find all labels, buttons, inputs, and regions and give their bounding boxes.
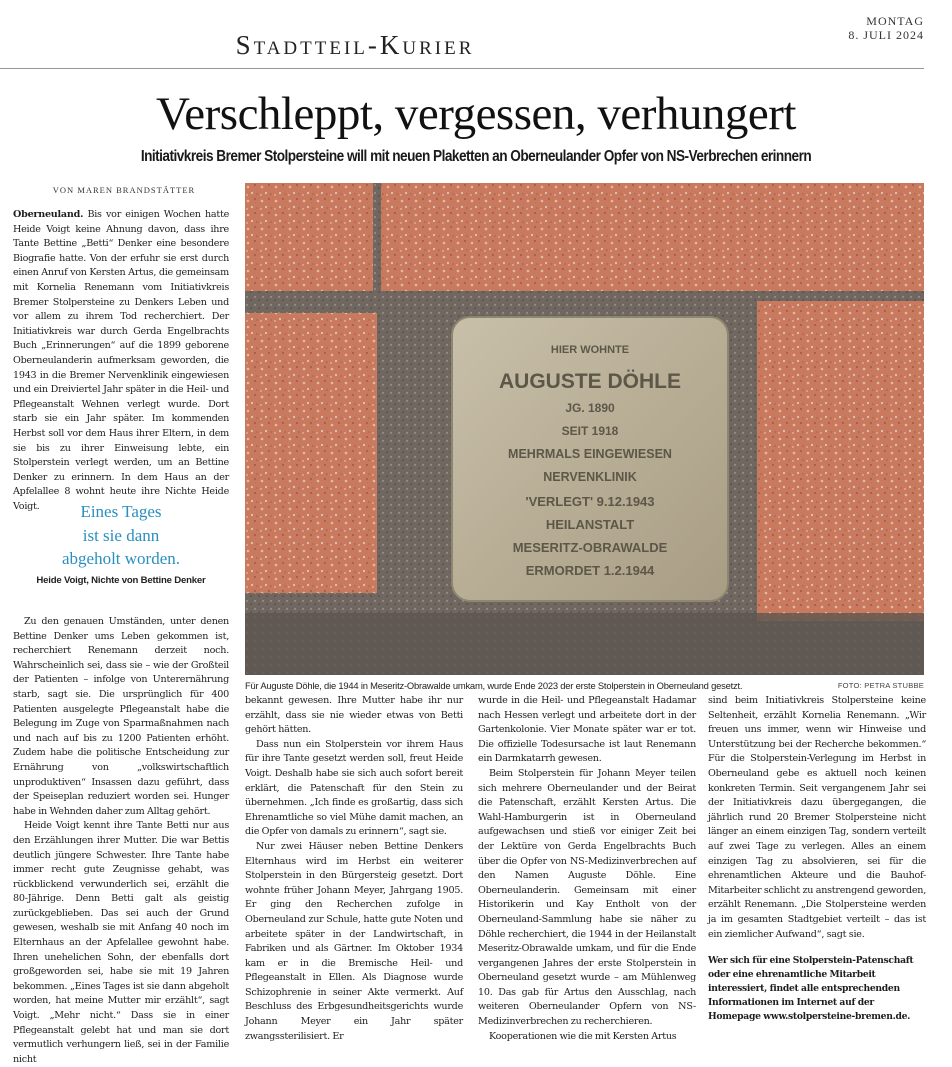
pull-quote-text: [13, 500, 229, 571]
plaque-line: NERVENKLINIK: [543, 470, 637, 484]
photo-caption-text: Für Auguste Döhle, die 1944 in Meseritz-Obrawalde umkam, wurde Ende 2023 der erste Stolperstein in Oberneuland gesetzt.: [245, 680, 743, 691]
body-paragraph: bekannt gewesen. Ihre Mutter habe ihr nur erzählt, dass sie nie wieder etwas von Betti gehört hätten.: [245, 695, 463, 736]
lead-paragraph: [13, 208, 229, 514]
body-paragraph: sind beim Initiativkreis Stolpersteine keine Seltenheit, erzählt Kornelia Renemann. „Wir freuen uns immer, wenn wir Hinweise und Unterstützung bei der Recherche bekommen.“ Für die Stolperstein-Verlegung im Herbst in Oberneuland gebe es aktuell noch keinen konkreten Termin. Seit vergangenem Jahr sei der Initiativkreis dazu übergegangen, die jährlich rund 20 Bremer Stolpersteine nicht länger an einem einzigen Tag, sondern verteilt auf zwei Tage zu verlegen. Alles an einem einzigen Tag zu absolvieren, sei für die ehrenamtlichen Akteure und die Bauhof-Mitarbeiter schlicht zu anstrengend geworden, erzählt Renemann. „Die Stolpersteine werden ja im gesamten Stadtgebiet verteilt – das ist ein ziemlicher Aufwand“, sagt sie.: [708, 695, 926, 940]
brick: [381, 183, 924, 291]
article-photo: [245, 183, 924, 675]
brick: [245, 183, 373, 291]
body-paragraph: Zu den genauen Umständen, unter denen Bettine Denker ums Leben gekommen ist, recherchiert Renemann derzeit noch. Wahrscheinlich sei, dass sie – wie der Großteil der Patienten – infolge von Unterernährung starb, sagt sie. Die ursprünglich für 400 Patienten ausgelegte Pflegeanstalt habe die Belegung im Zuge von Sparmaßnahmen nach und nach auf bis zu 1200 Patienten erhöht. Zudem habe die politische Entscheidung zur Ernährung von „volkswirtschaftlich unproduktiven“ Insassen dazu geführt, dass der Speiseplan reduziert worden sei. Hunger habe in Wehnden daher zum Alltag gehört.: [13, 616, 229, 817]
plaque-line: JG. 1890: [565, 401, 615, 415]
article-column-3: [478, 694, 696, 1044]
plaque-line: ERMORDET 1.2.1944: [525, 563, 655, 578]
pull-quote-line: abgeholt worden.: [61, 549, 181, 568]
issue-date-text: 8. JULI 2024: [848, 28, 924, 42]
masthead: [0, 0, 952, 70]
dateline: Oberneuland.: [13, 209, 84, 220]
plaque-line: AUGUSTE DÖHLE: [498, 370, 682, 393]
body-paragraph: wurde in die Heil- und Pflegeanstalt Hadamar nach Hessen verlegt und arbeitete dort in der Gartenkolonie. Vier Monate später war er tot. Die offizielle Todesursache ist laut Renemann ein Darmkatarrh gewesen.: [478, 695, 696, 765]
stolperstein-photo: [245, 183, 924, 675]
article-column-2: [245, 694, 463, 1044]
photo-caption: [245, 680, 924, 694]
plaque-line: 'VERLEGT' 9.12.1943: [525, 494, 655, 509]
plaque-line: HIER WOHNTE: [550, 344, 630, 356]
plaque-line: MESERITZ-OBRAWALDE: [512, 540, 668, 555]
pull-quote-line: Eines Tages: [80, 502, 162, 521]
article-column-4: [708, 694, 926, 1024]
brick: [245, 313, 377, 593]
article-byline: VON MAREN BRANDSTÄTTER: [52, 185, 196, 195]
publication-title: Stadtteil-Kurier: [235, 30, 475, 60]
photo-credit: FOTO: PETRA STUBBE: [837, 681, 924, 690]
plaque-line: SEIT 1918: [561, 424, 619, 438]
article-column-1-lead: [13, 208, 229, 514]
body-paragraph: Nur zwei Häuser neben Bettine Denkers Elternhaus wird im Herbst ein weiterer Stolperstein in den Bürgersteig gesetzt. Dort wohnte früher Johann Meyer, Jahrgang 1905. Er ging den Recherchen zufolge in Oberneuland zur Schule, hatte gute Noten und arbeitete später in der Landwirtschaft, in Fabriken und als Gärtner. Im Oktober 1934 kam er in die Bremische Heil- und Pflegeanstalt in Ellen. Als Diagnose wurde Schizophrenie in seiner Akte vermerkt. Auf Beschluss des Erbgesundheitsgerichts wurde Johann Meyer ein Jahr später zwangssterilisiert. Er: [245, 840, 463, 1042]
body-paragraph: Heide Voigt kennt ihre Tante Betti nur aus den Erzählungen ihrer Mutter. Die war Bettis deutlich jüngere Schwester. Ihre Tante habe immer recht gute Zeugnisse gehabt, was rückblickend verwunderlich sei, erzählt die 80-Jährige. Denn Betti galt als geistig zurückgeblieben. Das sei auch der Grund gewesen, weshalb sie mit Anfang 40 noch im Elternhaus an der Apfelallee gewohnt habe. Ihren unehelichen Sohn, der ebenfalls dort großgeworden sei, habe sie mit 19 Jahren bekommen. „Eines Tages ist sie dann abgeholt worden, hat meine Mutter mir erzählt“, sagt Voigt. „Mehr nicht.“ Dass sie in einer Pflegeanstalt gelebt hat und man sie dort vermutlich verhungern ließ, sei in der Familie nicht: [13, 820, 229, 1065]
body-paragraph: Dass nun ein Stolperstein vor ihrem Haus für ihre Tante gesetzt werden soll, freut Heide Voigt. Deshalb habe sie sich auch sofort bereit erklärt, die Patenschaft für den Stein zu übernehmen. „Ich finde es großartig, dass sich Ehrenamtliche so viel Mühe damit machen, an die Opfer von damals zu erinnern“, sagt sie.: [245, 738, 463, 838]
article-subheadline: Initiativkreis Bremer Stolpersteine will mit neuen Plaketten an Oberneulander Opfer von NS-Verbrechen erinnern: [140, 148, 812, 165]
lead-text: Bis vor einigen Wochen hatte Heide Voigt keine Ahnung davon, dass ihre Tante Bettine „Betti“ Denker eine besondere Biografie hatte. Von der erfuhr sie erst durch einen Anruf von Kersten Artus, die gemeinsam mit Kornelia Renemann vom Initiativkreis Bremer Stolpersteine zu Denkers Leben und vor allem zu ihrem Tod recherchiert. Der Initiativkreis war durch Gerda Engelbrachts Buch „Erinnerungen“ auf die 1899 geborene Oberneulanderin aufmerksam geworden, die 1943 in die Bremer Nervenklinik eingewiesen und ein Dreiviertel Jahr später in die Heil- und Pflegeanstalt Wehnen verlegt wurde. Dort starb sie ein Jahr später. Im kommenden Herbst soll vor dem Haus ihrer Eltern, in dem sie bis zu ihrer Einweisung lebte, ein Stolperstein verlegt werden, um an Bettine Denker zu erinnern. In dem Haus an der Apfelallee 8 wohnt heute ihre Nichte Heide Voigt.: [13, 209, 229, 512]
pull-quote: [13, 500, 229, 586]
pull-quote-source: Heide Voigt, Nichte von Bettine Denker: [36, 574, 206, 586]
issue-date: [848, 14, 924, 42]
body-paragraph: Kooperationen wie die mit Kersten Artus: [489, 1030, 677, 1042]
pull-quote-line: ist sie dann: [82, 525, 160, 545]
plaque-line: HEILANSTALT: [545, 517, 635, 532]
body-paragraph: Beim Stolperstein für Johann Meyer teilen sich mehrere Oberneulander und der Beirat die Patenschaft, erzählt Kersten Artus. Die Wahl-Hamburgerin ist in Oberneuland aufgewachsen und stieß vor einiger Zeit bei der Lektüre von Gerda Engelbrachts Buch über die Opfer von NS-Medizinverbrechen auf den Namen Auguste Döhle. Eine Oberneulanderin. Gemeinsam mit einer Historikerin und Kay Entholt von der Oberneuland-Sammlung habe sie näher zu Döhle recherchiert, die 1944 in der Heilanstalt Meseritz-Obrawalde umkam, und für die Ende vergangenen Jahres der erste Stolperstein in Oberneuland gesetzt wurde – am Mühlenweg 10. Das gab für Artus den Ausschlag, nach weiteren Oberneulander Opfern von NS-Medizinverbrechen zu recherchieren.: [478, 767, 696, 1028]
pavement-shadow: [245, 613, 924, 675]
issue-weekday: MONTAG: [866, 14, 924, 28]
masthead-divider: [0, 68, 924, 69]
info-box: Wer sich für eine Stolperstein-Patenschaft oder eine ehrenamtliche Mitarbeit interessiert, findet alle entsprechenden Informationen im Internet auf der Homepage www.stolpersteine-bremen.de.: [708, 955, 914, 1023]
plaque-line: MEHRMALS EINGEWIESEN: [508, 447, 672, 461]
article-headline: Verschleppt, vergessen, verhungert: [156, 88, 796, 140]
brick: [757, 301, 924, 621]
article-column-1-body: [13, 615, 229, 1067]
